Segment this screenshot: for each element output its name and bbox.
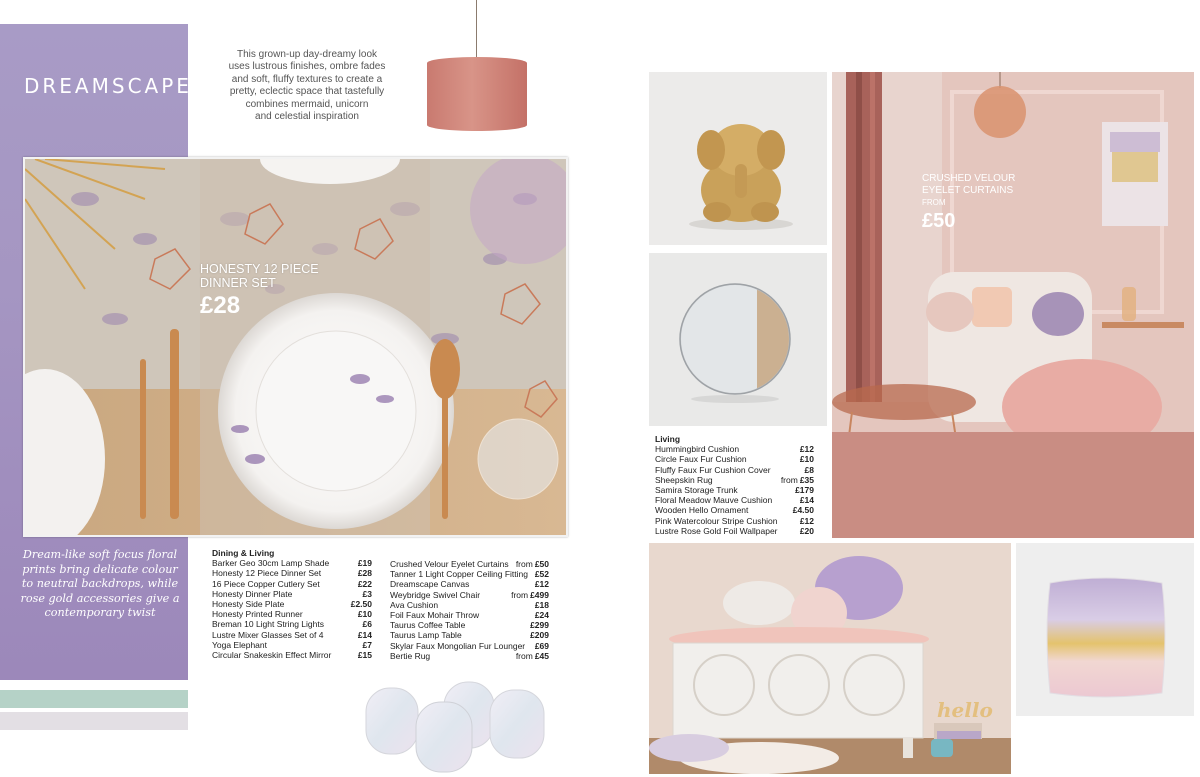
cushion-illustration bbox=[1016, 543, 1194, 716]
item-name: Weybridge Swivel Chair bbox=[390, 589, 481, 600]
item-price: £20 bbox=[799, 525, 814, 536]
item-price: £69 bbox=[534, 640, 549, 651]
dinner-set-photo bbox=[23, 157, 568, 537]
item-price: £7 bbox=[362, 639, 372, 650]
item-name: Bertie Rug bbox=[390, 650, 431, 661]
item-name: Sheepskin Rug bbox=[655, 474, 713, 485]
dinner-set-label-line: HONESTY 12 PIECE bbox=[200, 262, 319, 276]
item-price: £14 bbox=[357, 629, 372, 640]
item-name: Wooden Hello Ornament bbox=[655, 505, 749, 516]
curtains-label-line: CRUSHED VELOUR bbox=[922, 173, 1016, 184]
list-item bbox=[390, 651, 549, 661]
list-item bbox=[212, 630, 372, 640]
item-name: Foil Faux Mohair Throw bbox=[390, 610, 480, 621]
item-price: £50 bbox=[534, 559, 549, 569]
collection-tagline bbox=[20, 548, 180, 621]
item-name: Pink Watercolour Stripe Cushion bbox=[655, 515, 778, 526]
item-price: £299 bbox=[530, 620, 549, 631]
lustre-glasses-image bbox=[360, 680, 550, 775]
list-item bbox=[390, 559, 549, 569]
item-price: £10 bbox=[357, 609, 372, 620]
item-price: £35 bbox=[799, 474, 814, 485]
item-name: Honesty Printed Runner bbox=[212, 609, 303, 620]
list-item bbox=[390, 590, 549, 600]
living-room-illustration bbox=[832, 72, 1194, 538]
item-price: £12 bbox=[799, 444, 814, 455]
list-item bbox=[212, 599, 372, 609]
item-price: £28 bbox=[357, 568, 372, 579]
item-name: Skylar Faux Mongolian Fur Lounger bbox=[390, 640, 526, 651]
item-from: from bbox=[515, 559, 533, 569]
list-item bbox=[390, 630, 549, 640]
item-name: Honesty 12 Piece Dinner Set bbox=[212, 568, 322, 579]
item-name: Dreamscape Canvas bbox=[390, 579, 470, 590]
list-item bbox=[212, 619, 372, 629]
item-price: £52 bbox=[534, 569, 549, 580]
list-item bbox=[655, 485, 814, 495]
list-item bbox=[212, 558, 372, 568]
mint-stripe bbox=[0, 690, 188, 708]
item-price: £45 bbox=[534, 650, 549, 661]
item-name: Circular Snakeskin Effect Mirror bbox=[212, 650, 332, 661]
list-item bbox=[390, 610, 549, 620]
item-name: Breman 10 Light String Lights bbox=[212, 619, 324, 630]
list-heading: Living bbox=[655, 434, 681, 444]
intro-line: uses lustrous finishes, ombre fades bbox=[228, 61, 386, 73]
item-price: £179 bbox=[795, 485, 814, 496]
list-item bbox=[655, 516, 814, 526]
item-price: £499 bbox=[530, 589, 549, 600]
tagline-line: to neutral backdrops, while bbox=[21, 577, 179, 591]
list-item bbox=[655, 465, 814, 475]
product-list-dining-continued bbox=[390, 559, 549, 661]
tagline-line: prints bring delicate colour bbox=[22, 562, 178, 576]
item-price: £18 bbox=[534, 599, 549, 610]
item-name: Tanner 1 Light Copper Ceiling Fitting bbox=[390, 569, 528, 580]
intro-line: pretty, eclectic space that tastefully bbox=[229, 86, 385, 98]
item-price: £209 bbox=[530, 630, 549, 641]
item-name: Circle Faux Fur Cushion bbox=[655, 454, 747, 465]
list-item bbox=[212, 650, 372, 660]
trunk-scene-illustration bbox=[649, 543, 1011, 774]
list-item bbox=[212, 640, 372, 650]
item-name: Ava Cushion bbox=[390, 599, 439, 610]
item-price: £22 bbox=[357, 578, 372, 589]
item-from: from bbox=[511, 589, 529, 600]
item-from: from bbox=[780, 474, 798, 485]
item-name: Taurus Lamp Table bbox=[390, 630, 462, 641]
item-name: 16 Piece Copper Cutlery Set bbox=[212, 578, 320, 589]
item-name: Samira Storage Trunk bbox=[655, 485, 738, 496]
tagline-line: rose gold accessories give a bbox=[20, 591, 180, 605]
dinner-set-label bbox=[200, 262, 319, 290]
curtains-label-line: EYELET CURTAINS bbox=[922, 185, 1014, 196]
item-price: £15 bbox=[357, 650, 372, 661]
lamp-shade-image bbox=[427, 57, 527, 131]
item-price: £8 bbox=[804, 464, 814, 475]
elephant-illustration bbox=[649, 72, 827, 245]
list-heading: Dining & Living bbox=[212, 548, 275, 558]
hello-ornament: hello bbox=[937, 698, 993, 722]
dinner-set-label-line: DINNER SET bbox=[200, 276, 276, 290]
list-item bbox=[212, 568, 372, 578]
intro-line: and celestial inspiration bbox=[255, 111, 359, 123]
dinner-scene-illustration bbox=[25, 159, 566, 535]
list-item bbox=[390, 579, 549, 589]
product-list-dining bbox=[212, 548, 372, 660]
item-price: £4.50 bbox=[792, 505, 814, 516]
grey-stripe bbox=[0, 712, 188, 730]
intro-line: and soft, fluffy textures to create a bbox=[231, 73, 383, 85]
list-item bbox=[390, 569, 549, 579]
item-price: £12 bbox=[534, 579, 549, 590]
list-item bbox=[655, 526, 814, 536]
item-name: Honesty Dinner Plate bbox=[212, 588, 293, 599]
watercolour-cushion-photo bbox=[1016, 543, 1194, 716]
item-price: £24 bbox=[534, 610, 549, 621]
item-price: £14 bbox=[799, 495, 814, 506]
yoga-elephant-photo bbox=[649, 72, 827, 245]
mirror-illustration bbox=[649, 253, 827, 426]
list-item bbox=[390, 620, 549, 630]
item-name: Hummingbird Cushion bbox=[655, 444, 740, 455]
list-item bbox=[390, 641, 549, 651]
intro-paragraph bbox=[214, 49, 400, 123]
living-room-photo bbox=[832, 72, 1194, 538]
snakeskin-mirror-photo bbox=[649, 253, 827, 426]
dinner-set-price: £28 bbox=[200, 292, 241, 319]
item-name: Lustre Mixer Glasses Set of 4 bbox=[212, 629, 324, 640]
item-price: £10 bbox=[799, 454, 814, 465]
list-item bbox=[655, 475, 814, 485]
item-price: £3 bbox=[362, 588, 372, 599]
curtains-from-text: FROM bbox=[922, 198, 946, 207]
lamp-cord bbox=[476, 0, 477, 58]
list-item bbox=[212, 609, 372, 619]
storage-trunk-photo bbox=[649, 543, 1011, 774]
item-from: from bbox=[515, 650, 533, 661]
list-item bbox=[212, 579, 372, 589]
curtains-label bbox=[922, 173, 1015, 197]
list-item bbox=[655, 495, 814, 505]
item-name: Lustre Rose Gold Foil Wallpaper bbox=[655, 525, 778, 536]
item-name: Taurus Coffee Table bbox=[390, 620, 466, 631]
intro-line: combines mermaid, unicorn bbox=[245, 98, 369, 110]
list-item bbox=[212, 589, 372, 599]
item-name: Floral Meadow Mauve Cushion bbox=[655, 495, 773, 506]
tagline-line: contemporary twist bbox=[44, 606, 156, 620]
collection-title: DREAMSCAPE bbox=[24, 74, 192, 98]
product-list-living bbox=[655, 434, 814, 536]
item-price: £12 bbox=[799, 515, 814, 526]
list-item bbox=[655, 454, 814, 464]
item-name: Honesty Side Plate bbox=[212, 599, 285, 610]
item-name: Crushed Velour Eyelet Curtains bbox=[390, 559, 509, 569]
curtains-price: £50 bbox=[922, 210, 956, 232]
item-name: Fluffy Faux Fur Cushion Cover bbox=[655, 464, 771, 475]
item-name: Yoga Elephant bbox=[212, 639, 267, 650]
item-price: £19 bbox=[357, 558, 372, 569]
list-item bbox=[390, 600, 549, 610]
list-item bbox=[655, 444, 814, 454]
item-name: Barker Geo 30cm Lamp Shade bbox=[212, 558, 330, 569]
item-price: £2.50 bbox=[350, 599, 372, 610]
intro-line: This grown-up day-dreamy look bbox=[236, 49, 378, 60]
item-price: £6 bbox=[362, 619, 372, 630]
list-item bbox=[655, 505, 814, 515]
tagline-line: Dream-like soft focus floral bbox=[22, 548, 178, 561]
